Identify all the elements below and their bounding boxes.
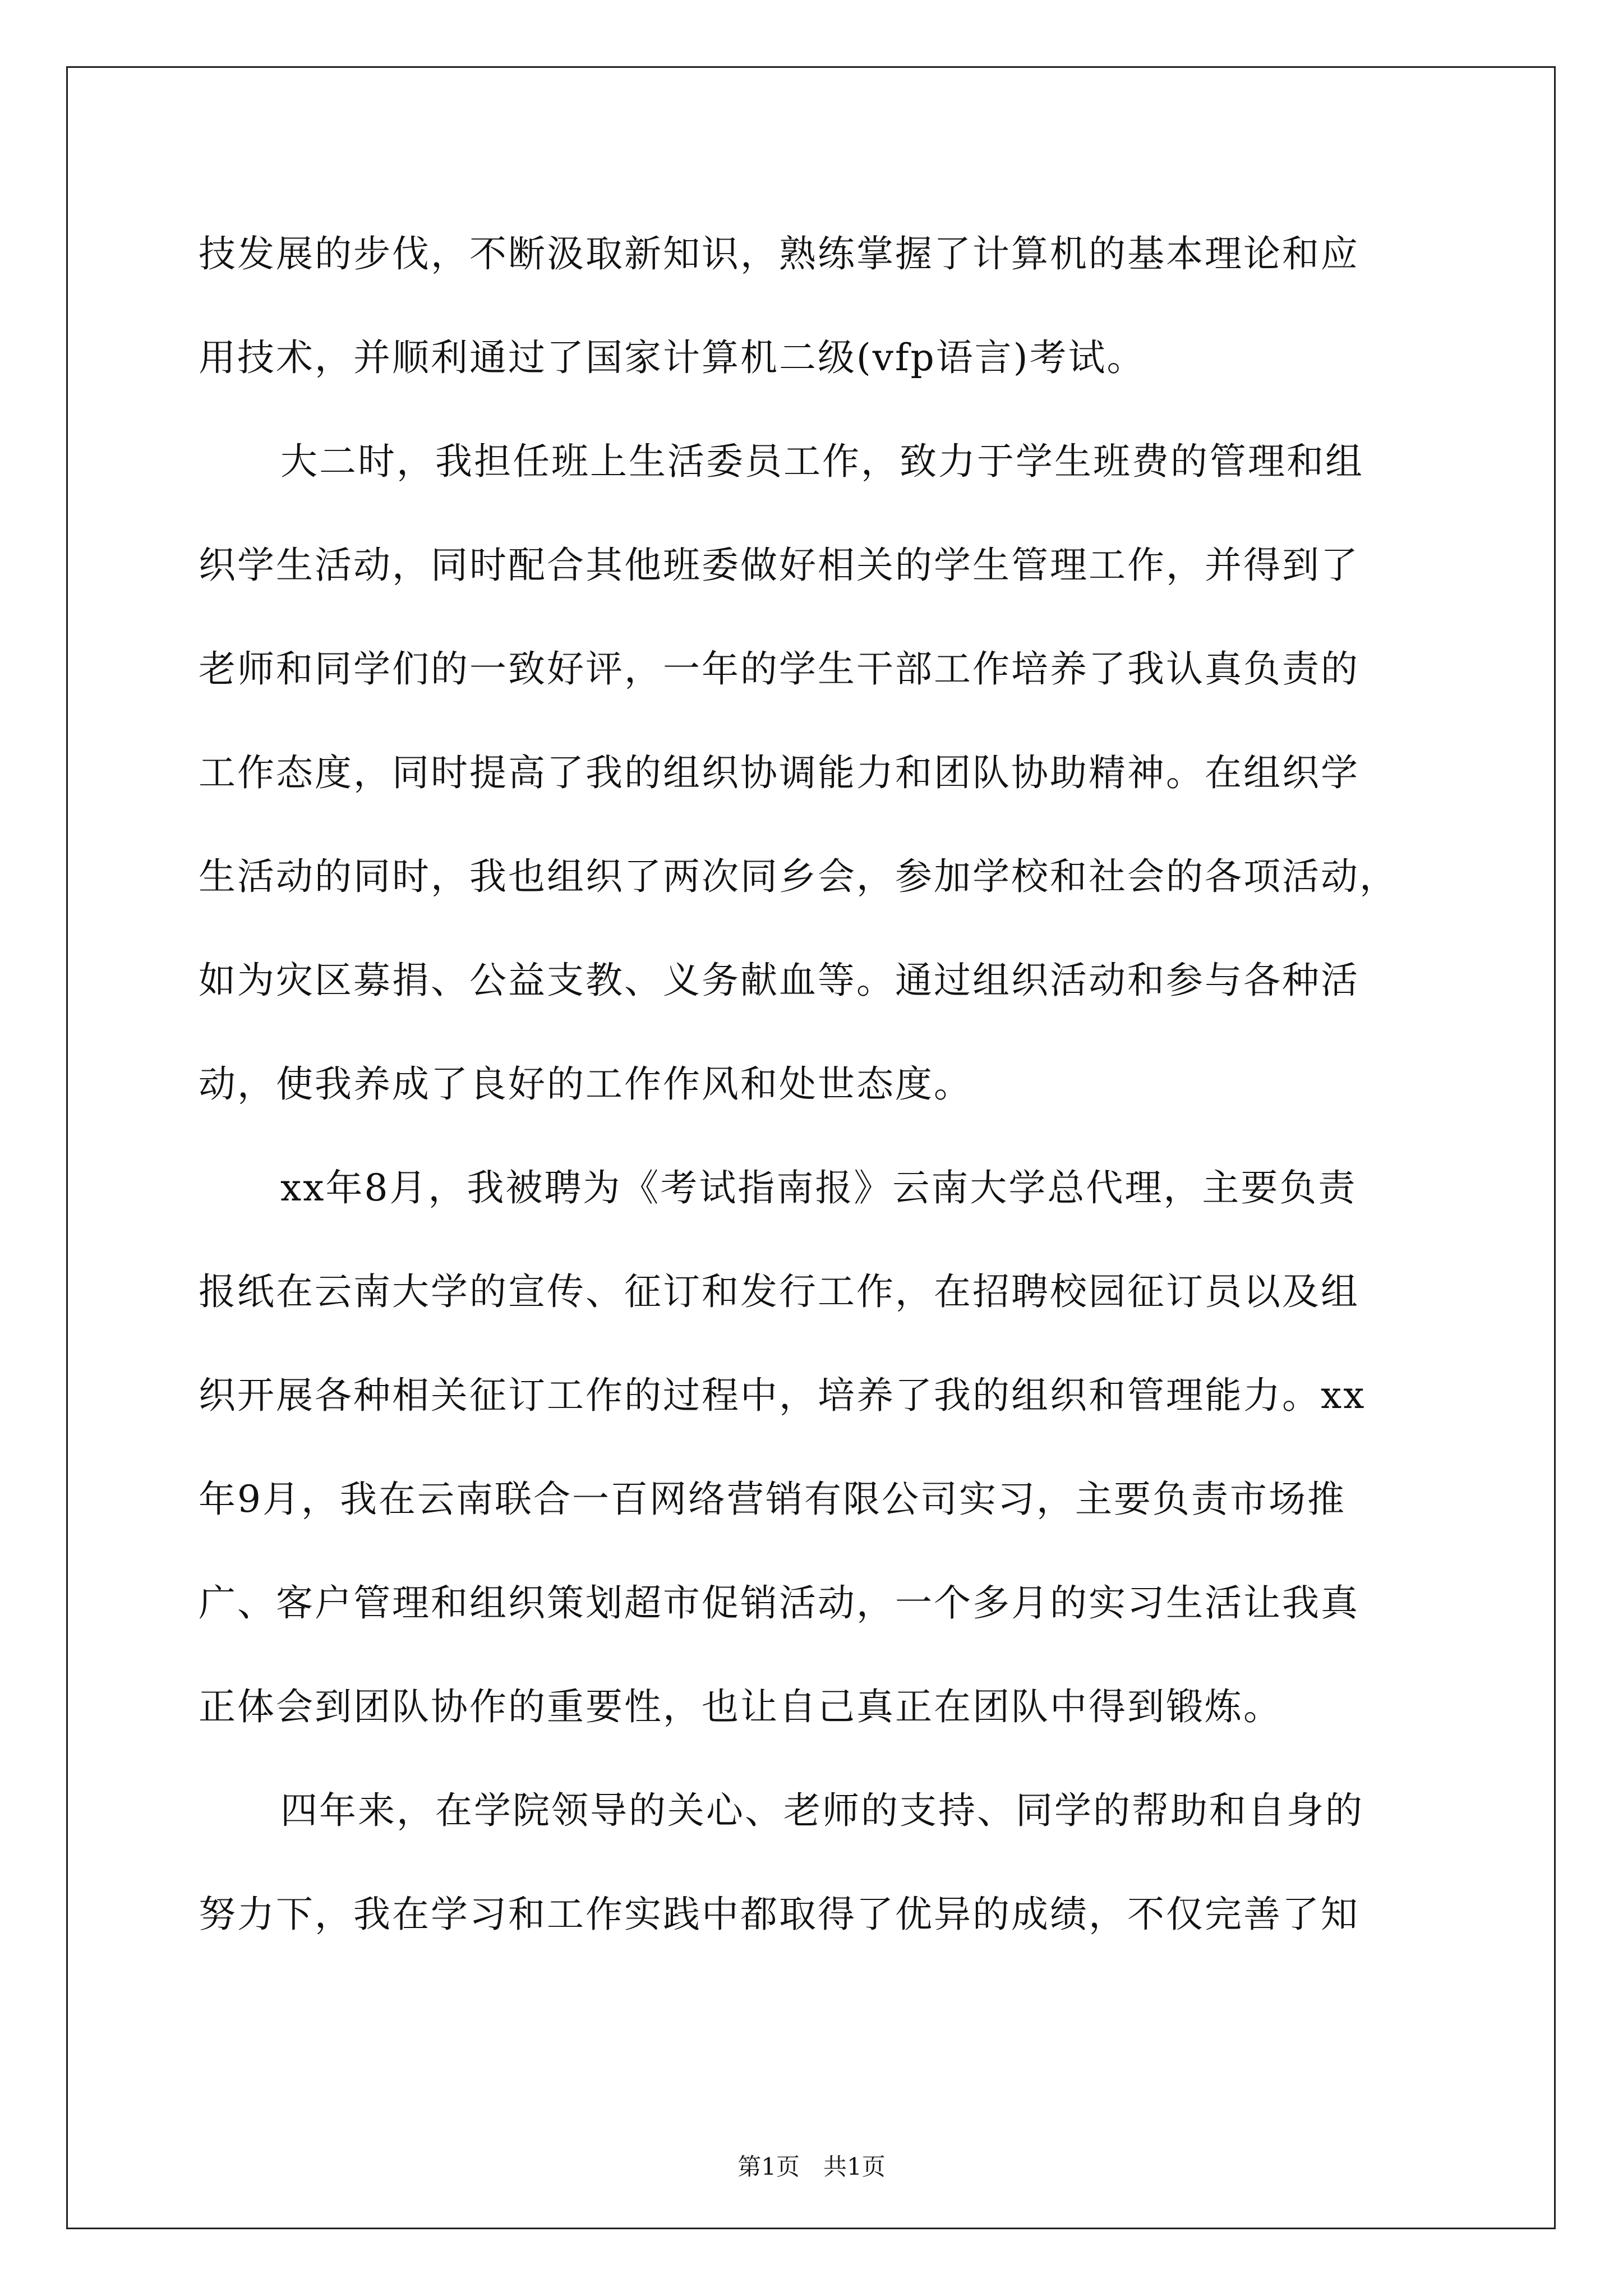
text-line: 广、客户管理和组织策划超市促销活动，一个多月的实习生活让我真 bbox=[199, 1581, 1359, 1625]
text-line: 织学生活动，同时配合其他班委做好相关的学生管理工作，并得到了 bbox=[199, 544, 1359, 587]
text-line: 动，使我养成了良好的工作作风和处世态度。 bbox=[199, 1062, 972, 1106]
document-body bbox=[199, 202, 1421, 1966]
text-line: 技发展的步伐，不断汲取新知识，熟练掌握了计算机的基本理论和应 bbox=[199, 232, 1359, 275]
page-number-footer: 第1页 共1页 bbox=[737, 2153, 886, 2180]
text-line: 努力下，我在学习和工作实践中都取得了优异的成绩，不仅完善了知 bbox=[199, 1893, 1359, 1936]
text-line: 报纸在云南大学的宣传、征订和发行工作，在招聘校园征订员以及组 bbox=[199, 1270, 1359, 1313]
text-line: 如为灾区募捐、公益支教、义务献血等。通过组织活动和参与各种活 bbox=[199, 959, 1359, 1002]
text-line: 老师和同学们的一致好评，一年的学生干部工作培养了我认真负责的 bbox=[199, 647, 1359, 691]
paragraph-start-line: 四年来，在学院领导的关心、老师的支持、同学的帮助和自身的 bbox=[280, 1789, 1364, 1832]
text-line: 用技术，并顺利通过了国家计算机二级(vfp语言)考试。 bbox=[199, 336, 1146, 379]
text-line: 织开展各种相关征订工作的过程中，培养了我的组织和管理能力。xx bbox=[199, 1374, 1366, 1417]
text-line: 年9月，我在云南联合一百网络营销有限公司实习，主要负责市场推 bbox=[199, 1478, 1346, 1521]
text-line: 生活动的同时，我也组织了两次同乡会，参加学校和社会的各项活动， bbox=[199, 855, 1398, 898]
paragraph-start-line: xx年8月，我被聘为《考试指南报》云南大学总代理，主要负责 bbox=[280, 1166, 1357, 1209]
text-line: 工作态度，同时提高了我的组织协调能力和团队协助精神。在组织学 bbox=[199, 751, 1359, 794]
paragraph-start-line: 大二时，我担任班上生活委员工作，致力于学生班费的管理和组 bbox=[280, 440, 1364, 483]
text-line: 正体会到团队协作的重要性，也让自己真正在团队中得到锻炼。 bbox=[199, 1685, 1282, 1728]
